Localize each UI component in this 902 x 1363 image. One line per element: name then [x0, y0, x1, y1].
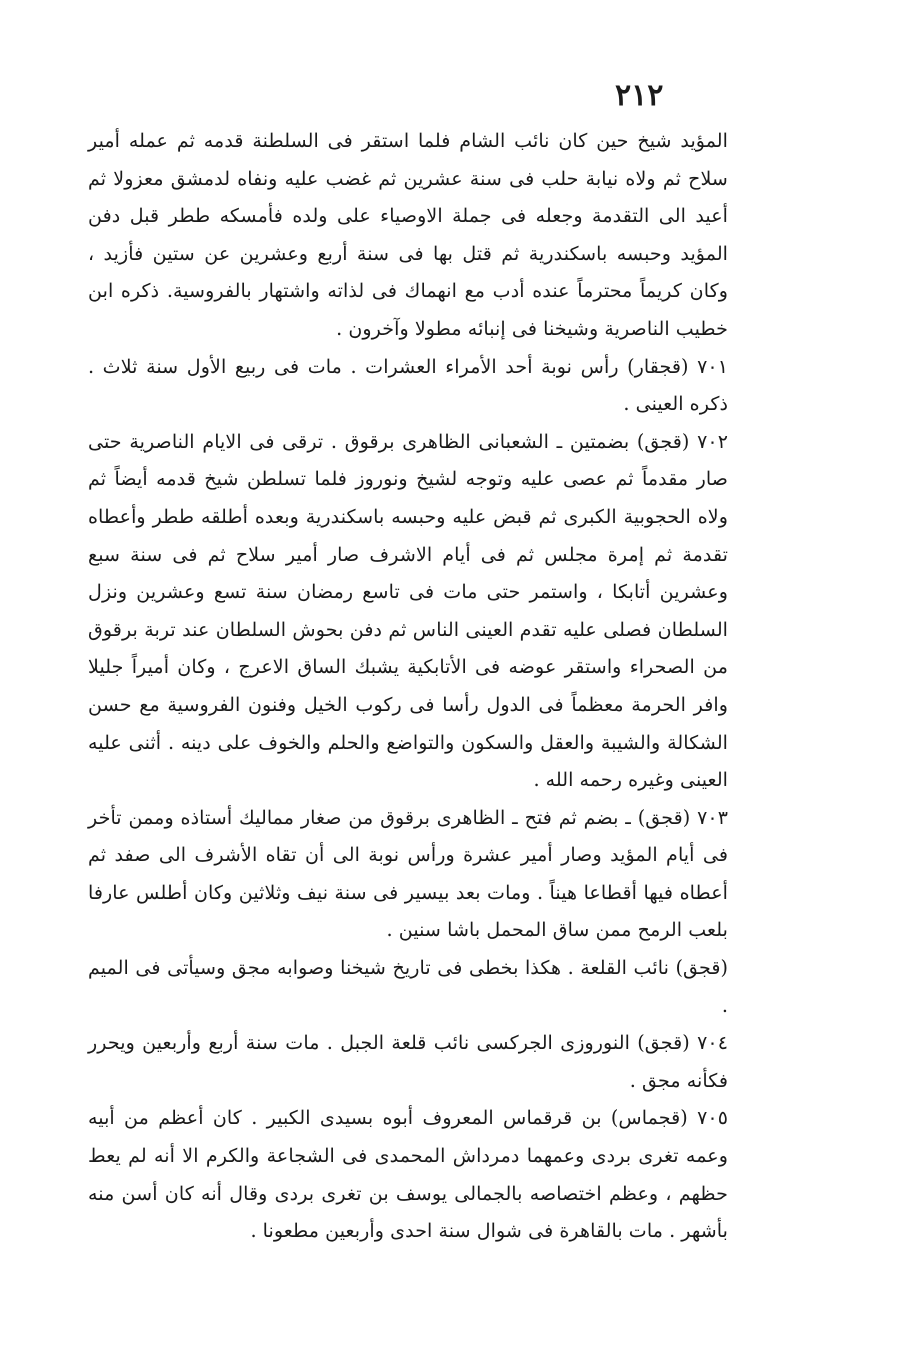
entry-705: ٧٠٥ (قجماس) بن قرقماس المعروف أبوه بسيدى الكبير . كان أعظم من أبيه وعمه تغرى بردى وعمهما دمرداش المحمدى فى الشجاعة والكرم الا أنه لم يعط حظهم ، وعظم اختصاصه بالجمالى يوسف بن تغرى بردى وقال أنه كان أسن منه بأشهر . مات بالقاهرة فى شوال سنة احدى وأربعين مطعونا .	[88, 1106, 728, 1243]
body-text	[88, 122, 728, 1250]
entry-qujuq-naib-al-qalaa: (قجق) نائب القلعة . هكذا بخطى فى تاريخ شيخنا وصوابه مجق وسيأتى فى الميم .	[88, 956, 728, 1017]
entry-704: ٧٠٤ (قجق) النوروزى الجركسى نائب قلعة الجبل . مات سنة أربع وأربعين ويحرر فكأنه مجق .	[88, 1031, 728, 1092]
entry-702: ٧٠٢ (قجق) بضمتين ـ الشعبانى الظاهرى برقوق . ترقى فى الايام الناصرية حتى صار مقدماً ثم عصى عليه وتوجه لشيخ ونوروز فلما تسلطن شيخ قدمه أيضاً ثم ولاه الحجوبية الكبرى ثم قبض عليه وحبسه باسكندرية وبعده أطلقه ططر وأعطاه تقدمة ثم إمرة مجلس ثم فى أيام الاشرف صار أمير سلاح ثم فى سنة سبع وعشرين أتابكا ، واستمر حتى مات فى تاسع رمضان سنة تسع وعشرين ونزل السلطان فصلى عليه تقدم العينى الناس ثم دفن بحوش السلطان عند تربة برقوق من الصحراء واستقر عوضه فى الأتابكية يشبك الساق الاعرج ، وكان أميراً جليلا وافر الحرمة معظماً فى الدول رأسا فى ركوب الخيل وفنون الفروسية مع حسن الشكالة والشيبة والعقل والسكون والتواضع والحلم والخوف على دينه . أثنى عليه العينى وغيره رحمه الله .	[88, 429, 728, 792]
entry-701: ٧٠١ (قجقار) رأس نوبة أحد الأمراء العشرات . مات فى ربيع الأول سنة ثلاث . ذكره العينى .	[88, 354, 728, 416]
entry-703: ٧٠٣ (قجق) ـ بضم ثم فتح ـ الظاهرى برقوق من صغار مماليك أستاذه وممن تأخر فى أيام المؤيد وصار أمير عشرة ورأس نوبة الى أن تقاه الأشرف الى صفد ثم أعطاه فيها أقطاعا هيناً . ومات بعد بيسير فى سنة نيف وثلاثين وكان أطلس عارفا بلعب الرمح ممن ساق المحمل باشا سنين .	[88, 805, 728, 942]
page-number: ٢١٢	[615, 78, 664, 113]
paragraph-continuation: المؤيد شيخ حين كان نائب الشام فلما استقر فى السلطنة قدمه ثم عمله أمير سلاح ثم ولاه نيابة حلب فى سنة عشرين ثم غضب عليه ونفاه لدمشق معزولا ثم أعيد الى التقدمة وجعله فى جملة الاوصياء على ولده فأمسكه ططر قبل دفن المؤيد وحبسه باسكندرية ثم قتل بها فى سنة أربع وعشرين عن ستين فأزيد ، وكان كريماً محترماً عنده أدب مع انهماك فى لذاته واشتهار بالفروسية. ذكره ابن خطيب الناصرية وشيخنا فى إنبائه مطولا وآخرون .	[88, 129, 728, 340]
